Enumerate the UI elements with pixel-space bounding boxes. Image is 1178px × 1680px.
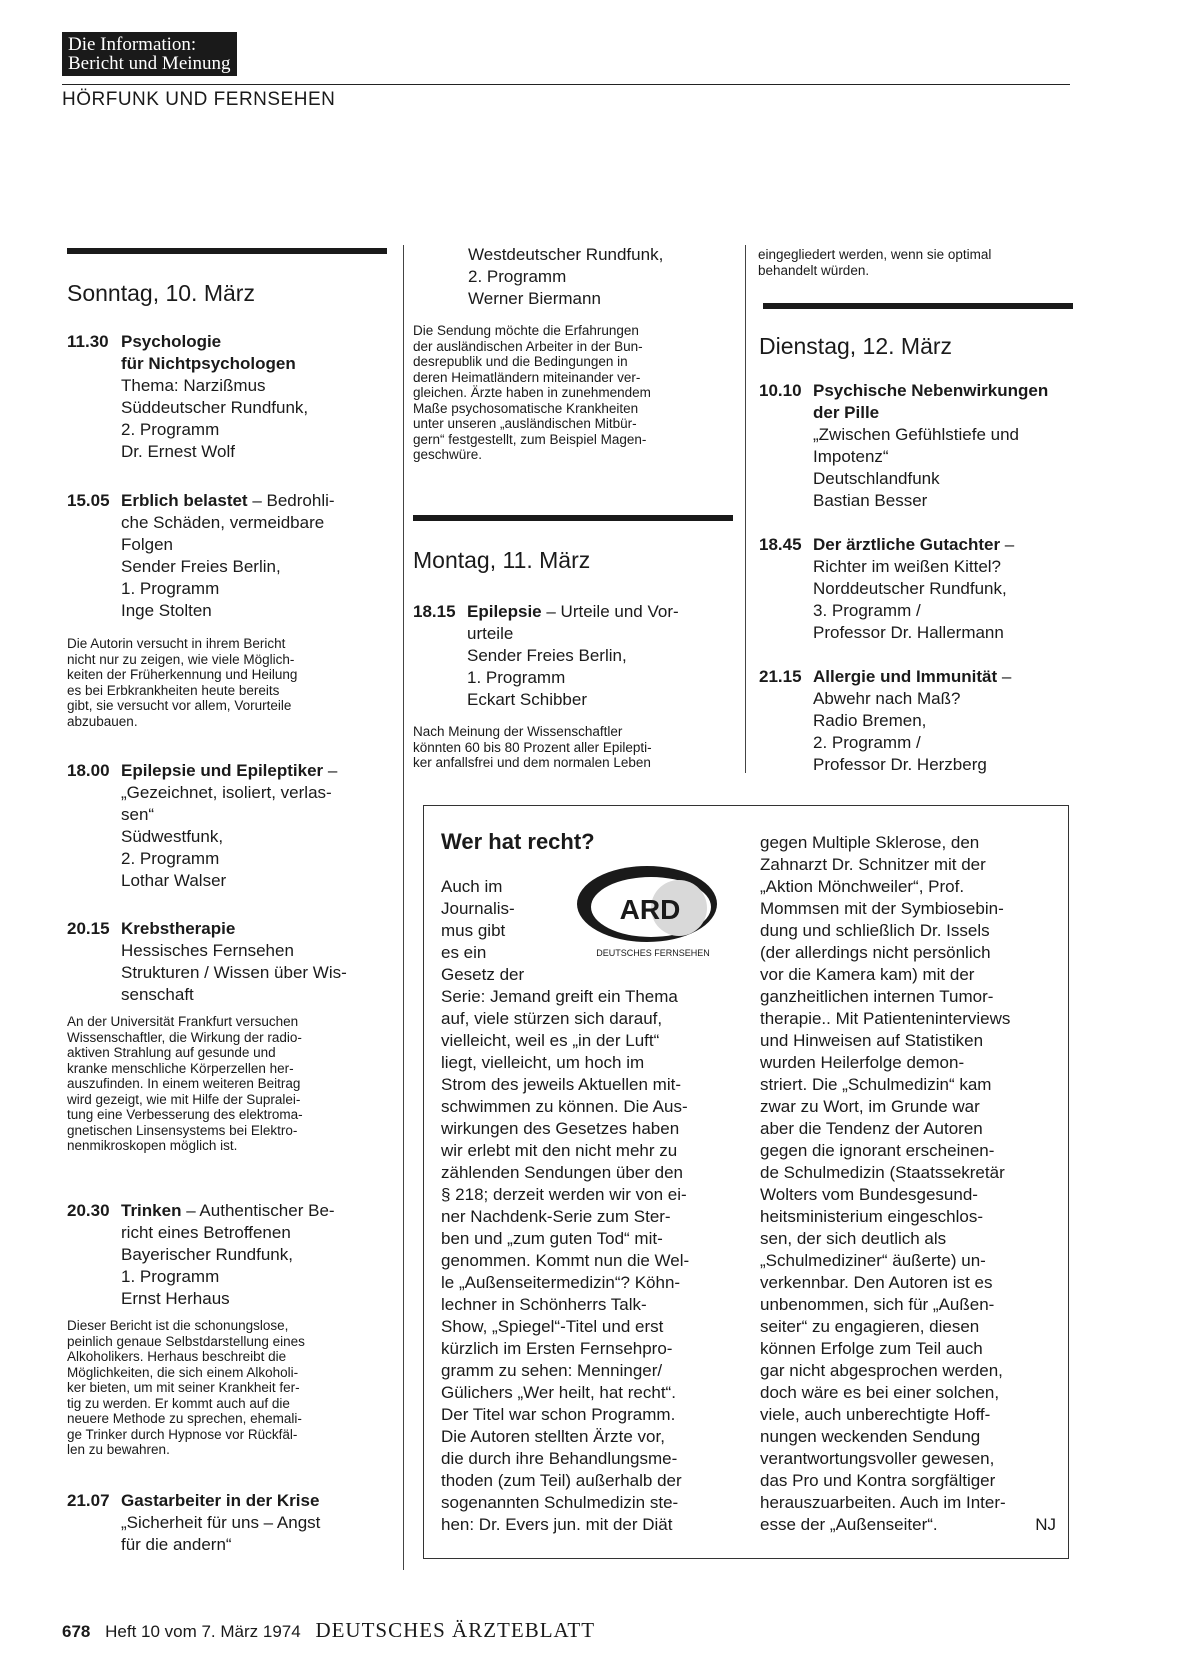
entry-subtitle: – — [1000, 535, 1015, 554]
note-line: Alkoholikers. Herhaus beschreibt die — [67, 1349, 287, 1364]
entry-title: Erblich belastet — [121, 491, 248, 510]
publication-name: DEUTSCHES ÄRZTEBLATT — [315, 1618, 596, 1642]
entry-time: 18.15 — [413, 602, 456, 621]
text-line: esse der „Außenseiter“. — [760, 1515, 938, 1534]
text-line: das Pro und Kontra sorgfältiger — [760, 1471, 996, 1490]
entry-line: Richter im weißen Kittel? — [813, 557, 1002, 576]
text-line: Auch im — [441, 877, 503, 896]
text-line: sogenannten Schulmedizin ste- — [441, 1493, 679, 1512]
entry-time: 11.30 — [67, 332, 109, 351]
note-line: gnetischen Linsensystems bei Elektro- — [67, 1122, 298, 1138]
badge-line-2: Bericht und Meinung — [68, 53, 231, 74]
ard-logo — [567, 860, 727, 960]
text-line: „Aktion Mönchweiler“, Prof. — [760, 877, 965, 896]
entry-title-2: der Pille — [813, 403, 880, 422]
entry-line: „Zwischen Gefühlstiefe und — [813, 425, 1019, 444]
note-line: ge Trinker durch Hypnose vor Rückfäl- — [67, 1426, 298, 1442]
entry-title: Allergie und Immunität — [813, 667, 998, 686]
entry-line: Abwehr nach Maß? — [813, 689, 961, 708]
note-line: gern“ festgestellt, zum Beispiel Magen- — [413, 431, 647, 447]
text-line: wir erlebt mit den nicht mehr zu — [441, 1141, 678, 1160]
note-line: Wissenschaftler, die Wirkung der radio- — [67, 1029, 302, 1045]
entry-subtitle: – Bedrohli- — [247, 491, 335, 510]
column-1-bar — [67, 248, 387, 254]
note-line: nenmikroskopen möglich ist. — [67, 1138, 238, 1153]
text-line: können Erfolge zum Teil auch — [760, 1339, 983, 1358]
text-line: le „Außenseitermedizin“? Köhn- — [441, 1273, 681, 1292]
note-line: kranke menschliche Körperzellen her- — [67, 1060, 294, 1076]
author-initials: NJ — [1035, 1515, 1056, 1534]
entry-title: Psychische Nebenwirkungen — [813, 381, 1049, 400]
text-line: § 218; derzeit werden wir von ei- — [441, 1185, 687, 1204]
text-line: lechner in Schönherrs Talk- — [441, 1295, 647, 1314]
column-divider-1 — [403, 245, 404, 1570]
note-line: tig zu werden. Er kommt auch auf die — [67, 1395, 290, 1411]
note-line: An der Universität Frankfurt versuchen — [67, 1014, 299, 1029]
entry-line: che Schäden, vermeidbare — [121, 513, 325, 532]
entry-time: 18.45 — [759, 535, 802, 554]
program-entry — [413, 601, 733, 711]
note-line: geschwüre. — [413, 447, 483, 462]
program-entry — [67, 1200, 387, 1310]
note-line: könnten 60 bis 80 Prozent aller Epilepti- — [413, 739, 652, 755]
entry-title-2: für Nichtpsychologen — [121, 354, 296, 373]
text-line: schwimmen zu können. Die Aus- — [441, 1097, 688, 1116]
note-line: gleichen. Ärzte haben in zunehmendem — [413, 385, 651, 400]
entry-line: 1. Programm — [467, 668, 566, 687]
entry-title: Krebstherapie — [121, 919, 236, 938]
entry-time: 10.10 — [759, 381, 802, 400]
text-line: Gesetz der — [441, 965, 525, 984]
program-entry — [67, 490, 387, 622]
text-line: vor die Kamera kam) mit der — [760, 965, 975, 984]
text-line: und Hinweisen auf Statistiken — [760, 1031, 984, 1050]
text-line: (der allerdings nicht persönlich — [760, 943, 991, 962]
note-line: tung eine Verbesserung des elektroma- — [67, 1107, 303, 1122]
text-line: genommen. Kommt nun die Wel- — [441, 1251, 690, 1270]
entry-title: Epilepsie und Epileptiker — [121, 761, 324, 780]
text-line: Strom des jeweils Aktuellen mit- — [441, 1075, 681, 1094]
entry-line: 2. Programm — [121, 420, 220, 439]
entry-line: für die andern“ — [121, 1535, 232, 1554]
text-line: Wolters vom Bundesgesund- — [760, 1185, 978, 1204]
text-line: unbenommen, sich für „Außen- — [760, 1295, 995, 1314]
entry-description — [413, 323, 733, 463]
text-line: seiter“ zu engagieren, diesen — [760, 1317, 980, 1336]
text-line: „Schulmediziner“ äußerte) un- — [760, 1251, 986, 1270]
program-entry — [759, 666, 1079, 776]
column-2-bar — [413, 515, 733, 521]
text-line: hen: Dr. Evers jun. mit der Diät — [441, 1515, 673, 1534]
day-heading-monday: Montag, 11. März — [413, 547, 591, 573]
entry-time: 21.15 — [759, 667, 802, 686]
note-line: deren Heimatländern miteinander ver- — [413, 369, 641, 385]
header-badge — [62, 32, 237, 76]
entry-time: 21.07 — [67, 1491, 110, 1510]
entry-line: Ernst Herhaus — [121, 1289, 230, 1308]
entry-time: 20.15 — [67, 919, 110, 938]
note-line: behandelt würden. — [758, 262, 870, 278]
text-line: verkennbar. Den Autoren ist es — [760, 1273, 993, 1292]
commentary-column-left — [441, 986, 737, 1536]
note-line: Die Sendung möchte die Erfahrungen — [413, 323, 639, 338]
entry-line: Professor Dr. Hallermann — [813, 623, 1004, 642]
note-line: aktiven Strahlung auf gesunde und — [67, 1045, 276, 1060]
note-line: Möglichkeiten, die sich einem Alkoholi- — [67, 1364, 299, 1380]
entry-subtitle: – — [997, 667, 1012, 686]
day-heading-sunday: Sonntag, 10. März — [67, 280, 255, 306]
text-line: Mommsen mit der Symbiosebin- — [760, 899, 1004, 918]
entry-line: richt eines Betroffenen — [121, 1223, 291, 1242]
note-line: Maße psychosomatische Krankheiten — [413, 400, 639, 416]
entry-line: Lothar Walser — [121, 871, 227, 890]
text-line: Show, „Spiegel“-Titel und erst — [441, 1317, 664, 1336]
text-line: Gülichers „Wer heilt, hat recht“. — [441, 1383, 676, 1402]
logo-subtext: DEUTSCHES FERNSEHEN — [596, 948, 710, 958]
note-line: Die Autorin versucht in ihrem Bericht — [67, 636, 286, 651]
header-rule — [62, 84, 1070, 85]
entry-line: Bastian Besser — [813, 491, 928, 510]
program-entry — [67, 331, 387, 463]
text-line: Der Titel war schon Programm. — [441, 1405, 676, 1424]
text-line: gegen Multiple Sklerose, den — [760, 833, 980, 852]
text-line: thoden (zum Teil) außerhalb der — [441, 1471, 682, 1490]
entry-title: Trinken — [121, 1201, 182, 1220]
entry-time: 15.05 — [67, 491, 110, 510]
entry-line: Sender Freies Berlin, — [121, 557, 281, 576]
entry-line: 1. Programm — [121, 579, 220, 598]
column-divider-2 — [745, 245, 746, 773]
page-footer — [62, 1618, 595, 1643]
entry-subtitle: – — [323, 761, 338, 780]
note-line: keiten der Früherkennung und Heilung — [67, 667, 298, 682]
entry-line: Hessisches Fernsehen — [121, 941, 294, 960]
text-line: liegt, vielleicht, um hoch im — [441, 1053, 645, 1072]
text-line: verantwortungsvoller gewesen, — [760, 1449, 995, 1468]
text-line: sen, der sich deutlich als — [760, 1229, 947, 1248]
entry-line: „Gezeichnet, isoliert, verlas- — [121, 783, 332, 802]
note-line: Dieser Bericht ist die schonungslose, — [67, 1318, 289, 1333]
commentary-column-right — [760, 832, 1056, 1514]
continued-entry — [468, 244, 738, 310]
badge-line-1: Die Information: — [68, 34, 197, 55]
entry-title: Psychologie — [121, 332, 222, 351]
entry-line: Süddeutscher Rundfunk, — [121, 398, 309, 417]
text-line: auf, viele stürzen sich darauf, — [441, 1009, 663, 1028]
entry-subtitle: – Urteile und Vor- — [541, 602, 679, 621]
entry-line: Radio Bremen, — [813, 711, 927, 730]
note-line: es bei Erbkrankheiten heute bereits — [67, 682, 280, 698]
text-line: Zahnarzt Dr. Schnitzer mit der — [760, 855, 986, 874]
entry-line: Deutschlandfunk — [813, 469, 940, 488]
text-line: gegen die ignorant erscheinen- — [760, 1141, 995, 1160]
commentary-closing — [760, 1514, 1056, 1536]
text-line: ner Nachdenk-Serie zum Ster- — [441, 1207, 671, 1226]
note-line: auszufinden. In einem weiteren Beitrag — [67, 1076, 301, 1091]
note-line: unter unseren „ausländischen Mitbür- — [413, 416, 637, 431]
text-line: gramm zu sehen: Menninger/ — [441, 1361, 663, 1380]
note-line: peinlich genaue Selbstdarstellung eines — [67, 1333, 305, 1349]
text-line: ganzheitlichen internen Tumor- — [760, 987, 994, 1006]
entry-line: Norddeutscher Rundfunk, — [813, 579, 1007, 598]
entry-line: Sender Freies Berlin, — [467, 646, 627, 665]
text-line: zwar zu Wort, im Grunde war — [760, 1097, 980, 1116]
entry-title: Der ärztliche Gutachter — [813, 535, 1001, 554]
note-line: wird gezeigt, wie mit Hilfe der Supralei- — [67, 1091, 301, 1107]
entry-line: senschaft — [121, 985, 194, 1004]
entry-line: Werner Biermann — [468, 289, 601, 308]
text-line: doch wäre es bei einer solchen, — [760, 1383, 1000, 1402]
text-line: zählenden Sendungen über den — [441, 1163, 683, 1182]
note-line: neuere Methode zu sprechen, ehemali- — [67, 1411, 302, 1426]
ard-logo-icon — [567, 860, 727, 960]
entry-description — [413, 724, 733, 771]
text-line: die durch ihre Behandlungsme- — [441, 1449, 678, 1468]
entry-line: Impotenz“ — [813, 447, 889, 466]
text-line: wurden Heilerfolge demon- — [760, 1053, 965, 1072]
entry-line: 2. Programm — [468, 267, 567, 286]
text-line: viele, auch unberechtigte Hoff- — [760, 1405, 991, 1424]
note-line: ker bieten, um mit seiner Krankheit fer- — [67, 1380, 300, 1395]
entry-line: Professor Dr. Herzberg — [813, 755, 987, 774]
entry-title: Epilepsie — [467, 602, 542, 621]
issue-info: Heft 10 vom 7. März 1974 — [105, 1622, 301, 1641]
text-line: es ein — [441, 943, 487, 962]
entry-line: Bayerischer Rundfunk, — [121, 1245, 293, 1264]
text-line: striert. Die „Schulmedizin“ kam — [760, 1075, 992, 1094]
text-line: herauszuarbeiten. Auch im Inter- — [760, 1493, 1006, 1512]
text-line: mus gibt — [441, 921, 506, 940]
entry-line: Folgen — [121, 535, 173, 554]
entry-line: Westdeutscher Rundfunk, — [468, 245, 664, 264]
note-line: len zu bewahren. — [67, 1442, 170, 1457]
text-line: Serie: Jemand greift ein Thema — [441, 987, 678, 1006]
entry-time: 20.30 — [67, 1201, 110, 1220]
entry-line: 3. Programm / — [813, 601, 921, 620]
text-line: nungen weckenden Sendung — [760, 1427, 981, 1446]
program-entry — [759, 534, 1079, 644]
entry-line: 2. Programm / — [813, 733, 921, 752]
commentary-intro — [441, 876, 561, 986]
text-line: gar nicht abgesprochen werden, — [760, 1361, 1003, 1380]
entry-line: 1. Programm — [121, 1267, 220, 1286]
section-title: HÖRFUNK UND FERNSEHEN — [62, 89, 336, 110]
text-line: Journalis- — [441, 899, 515, 918]
program-entry — [759, 380, 1079, 512]
text-line: therapie.. Mit Patienteninterviews — [760, 1009, 1011, 1028]
text-line: de Schulmedizin (Staatssekretär — [760, 1163, 1005, 1182]
commentary-title: Wer hat recht? — [441, 829, 595, 854]
program-entry — [67, 918, 387, 1006]
entry-line: sen“ — [121, 805, 155, 824]
note-line: abzubauen. — [67, 713, 138, 729]
note-line: nicht nur zu zeigen, wie viele Möglich- — [67, 651, 295, 667]
text-line: ben und „zum guten Tod“ mit- — [441, 1229, 663, 1248]
text-line: Die Autoren stellten Ärzte vor, — [441, 1427, 665, 1446]
logo-text: ARD — [619, 894, 681, 925]
entry-line: Südwestfunk, — [121, 827, 224, 846]
entry-line: „Sicherheit für uns – Angst — [121, 1513, 321, 1532]
entry-description — [67, 636, 387, 729]
note-line: ker anfallsfrei und dem normalen Leben — [413, 755, 651, 770]
program-entry — [67, 1490, 387, 1556]
entry-subtitle: – Authentischer Be- — [181, 1201, 335, 1220]
note-line: gibt, sie versucht vor allem, Vorurteile — [67, 698, 292, 713]
note-line: desrepublik und die Bedingungen in — [413, 354, 628, 369]
entry-description — [67, 1014, 387, 1154]
page-number: 678 — [62, 1622, 91, 1641]
entry-line: urteile — [467, 624, 514, 643]
text-line: aber die Tendenz der Autoren — [760, 1119, 983, 1138]
column-3-bar — [763, 303, 1073, 309]
note-line: der ausländischen Arbeiter in der Bun- — [413, 338, 643, 354]
entry-line: 2. Programm — [121, 849, 220, 868]
entry-line: Dr. Ernest Wolf — [121, 442, 235, 461]
entry-description — [67, 1318, 387, 1458]
note-line: Nach Meinung der Wissenschaftler — [413, 724, 623, 739]
entry-line: Strukturen / Wissen über Wis- — [121, 963, 347, 982]
day-heading-tuesday: Dienstag, 12. März — [759, 333, 953, 359]
program-entry — [67, 760, 387, 892]
text-line: dung und schließlich Dr. Issels — [760, 921, 990, 940]
text-line: kürzlich im Ersten Fernsehpro- — [441, 1339, 673, 1358]
entry-line: Inge Stolten — [121, 601, 212, 620]
continued-description — [758, 247, 1078, 278]
entry-line: Eckart Schibber — [467, 690, 587, 709]
text-line: vielleicht, weil es „in der Luft“ — [441, 1031, 660, 1050]
entry-title: Gastarbeiter in der Krise — [121, 1491, 320, 1510]
text-line: wirkungen des Gesetzes haben — [441, 1119, 680, 1138]
text-line: heitsministerium eingeschlos- — [760, 1207, 983, 1226]
entry-time: 18.00 — [67, 761, 110, 780]
entry-line: Thema: Narzißmus — [121, 376, 266, 395]
note-line: eingegliedert werden, wenn sie optimal — [758, 247, 992, 262]
